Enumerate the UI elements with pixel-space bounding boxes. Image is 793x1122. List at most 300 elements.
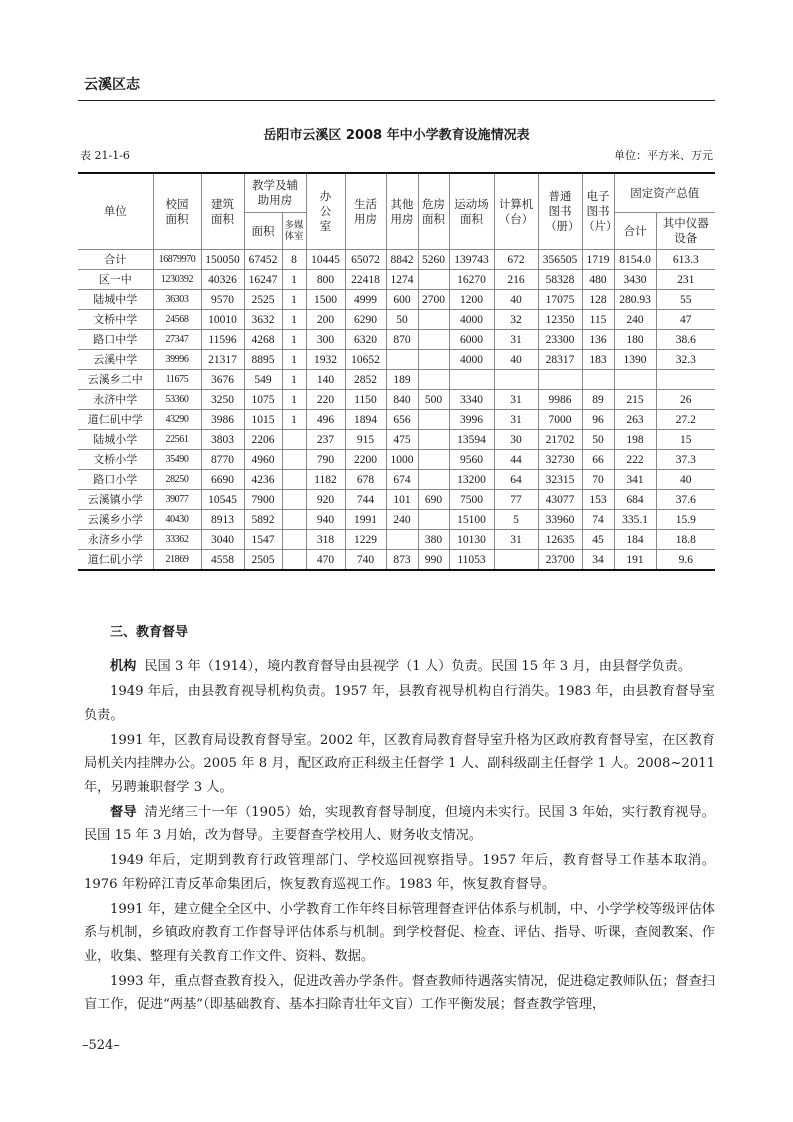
table-cell: 4558 — [201, 550, 244, 571]
table-cell: 31 — [494, 530, 538, 550]
table-cell: 28317 — [538, 350, 582, 370]
table-cell: 335.1 — [614, 510, 656, 530]
header-dangerous — [418, 173, 449, 250]
row-label: 路口小学 — [78, 470, 153, 490]
table-cell: 8770 — [201, 450, 244, 470]
table-cell: 12635 — [538, 530, 582, 550]
paragraph-lead: 机构 — [110, 659, 137, 674]
table-cell: 1500 — [306, 290, 345, 310]
header-label: 生活用房 — [354, 196, 377, 226]
row-label: 永济中学 — [78, 390, 153, 410]
table-cell — [418, 430, 449, 450]
table-cell: 1229 — [345, 530, 386, 550]
table-cell: 1 — [282, 350, 306, 370]
table-cell: 1150 — [345, 390, 386, 410]
table-cell: 11675 — [153, 370, 201, 390]
table-cell: 5 — [494, 510, 538, 530]
table-cell: 2525 — [244, 290, 282, 310]
table-row — [78, 310, 715, 330]
row-label: 云溪中学 — [78, 350, 153, 370]
table-row — [78, 350, 715, 370]
header-label: 普通图书（册） — [545, 189, 580, 233]
table-cell: 840 — [386, 390, 418, 410]
table-cell: 915 — [345, 430, 386, 450]
table-row — [78, 390, 715, 410]
table-cell: 744 — [345, 490, 386, 510]
table-cell: 31 — [494, 390, 538, 410]
table-cell: 7500 — [449, 490, 494, 510]
table-row — [78, 470, 715, 490]
table-cell: 33960 — [538, 510, 582, 530]
table-cell: 24568 — [153, 310, 201, 330]
header-label: 其他用房 — [390, 196, 414, 226]
table-cell: 183 — [582, 350, 614, 370]
table-cell: 1230392 — [153, 270, 201, 290]
header-unit: 单位 — [78, 173, 153, 250]
table-cell — [418, 310, 449, 330]
table-cell — [282, 490, 306, 510]
table-cell: 6690 — [201, 470, 244, 490]
table-row — [78, 450, 715, 470]
table-cell — [494, 550, 538, 571]
table-cell: 2206 — [244, 430, 282, 450]
row-label: 云溪乡二中 — [78, 370, 153, 390]
paragraph — [84, 655, 715, 679]
table-cell: 2852 — [345, 370, 386, 390]
header-ebooks — [582, 173, 618, 250]
paragraph-text: 1991 年，区教育局设教育督导室。2002 年，区教育局教育督导室升格为区政府教育督导室，在区教育局机关内挂牌办公。2005 年 8 月，配区政府正科级主任督学 1 人、副科级副主任督学 1 人。2008~2011 年，另聘兼职督学 3 人。 — [84, 732, 715, 795]
table-cell — [418, 510, 449, 530]
table-cell: 10445 — [306, 250, 345, 270]
table-cell: 600 — [386, 290, 418, 310]
table-cell: 40 — [494, 290, 538, 310]
table-cell: 940 — [306, 510, 345, 530]
table-cell: 280.93 — [614, 290, 656, 310]
table-cell: 1200 — [449, 290, 494, 310]
table-cell: 13200 — [449, 470, 494, 490]
row-label: 合计 — [78, 250, 153, 270]
table-cell — [282, 530, 306, 550]
table-cell: 140 — [306, 370, 345, 390]
table-cell: 43077 — [538, 490, 582, 510]
table-cell: 1 — [282, 310, 306, 330]
table-cell: 240 — [614, 310, 656, 330]
paragraph-text: 1993 年，重点督查教育投入，促进改善办学条件。督查教师待遇落实情况，促进稳定教师队伍；督查扫盲工作，促进“两基”（即基础教育、基本扫除青壮年文盲）工作平衡发展；督查教学管理， — [84, 973, 715, 1012]
table-cell: 1 — [282, 410, 306, 430]
table-cell: 150050 — [201, 250, 244, 270]
table-cell — [418, 410, 449, 430]
table-cell: 50 — [386, 310, 418, 330]
table-cell: 237 — [306, 430, 345, 450]
table-cell: 678 — [345, 470, 386, 490]
table-cell: 5260 — [418, 250, 449, 270]
table-cell: 6320 — [345, 330, 386, 350]
table-cell: 31 — [494, 330, 538, 350]
header-teaching-rooms — [244, 173, 306, 213]
row-label: 文桥中学 — [78, 310, 153, 330]
header-label: 危房面积 — [422, 196, 445, 226]
table-cell: 27.2 — [656, 410, 715, 430]
header-label: 运动场面积 — [454, 196, 489, 226]
table-cell: 656 — [386, 410, 418, 430]
table-cell: 139743 — [449, 250, 494, 270]
header-assets-equipment — [656, 213, 715, 250]
table-cell: 22418 — [345, 270, 386, 290]
table-row — [78, 330, 715, 350]
table-cell: 32 — [494, 310, 538, 330]
table-row — [78, 510, 715, 530]
table-cell: 9986 — [538, 390, 582, 410]
header-label: 电子图书（片） — [583, 189, 618, 233]
table-cell: 300 — [306, 330, 345, 350]
table-cell: 67452 — [244, 250, 282, 270]
table-cell: 34 — [582, 550, 614, 571]
table-cell: 3803 — [201, 430, 244, 450]
table-cell: 5892 — [244, 510, 282, 530]
table-cell: 47 — [656, 310, 715, 330]
table-cell: 220 — [306, 390, 345, 410]
table-cell: 1 — [282, 330, 306, 350]
table-cell: 9570 — [201, 290, 244, 310]
table-cell — [418, 470, 449, 490]
table-cell: 13594 — [449, 430, 494, 450]
table-cell: 1991 — [345, 510, 386, 530]
table-cell: 16270 — [449, 270, 494, 290]
row-label: 陆城中学 — [78, 290, 153, 310]
table-cell: 990 — [418, 550, 449, 571]
table-cell — [656, 370, 715, 390]
row-label: 云溪乡小学 — [78, 510, 153, 530]
table-cell: 1719 — [582, 250, 614, 270]
table-cell — [386, 530, 418, 550]
table-cell: 870 — [386, 330, 418, 350]
table-cell: 1075 — [244, 390, 282, 410]
table-cell: 45 — [582, 530, 614, 550]
table-cell: 341 — [614, 470, 656, 490]
table-cell: 198 — [614, 430, 656, 450]
table-cell: 216 — [494, 270, 538, 290]
table-cell: 1 — [282, 370, 306, 390]
table-cell: 3986 — [201, 410, 244, 430]
table-cell: 690 — [418, 490, 449, 510]
table-cell: 89 — [582, 390, 614, 410]
table-cell: 684 — [614, 490, 656, 510]
table-cell: 40430 — [153, 510, 201, 530]
header-label: 其中仪器设备 — [662, 216, 709, 245]
header-fixed-assets: 固定资产总值 — [614, 173, 715, 213]
table-cell: 674 — [386, 470, 418, 490]
paragraph — [84, 680, 715, 727]
table-cell: 9560 — [449, 450, 494, 470]
table-cell: 10652 — [345, 350, 386, 370]
row-label: 陆城小学 — [78, 430, 153, 450]
table-cell: 1 — [282, 390, 306, 410]
table-row — [78, 530, 715, 550]
table-cell — [494, 370, 538, 390]
header-books — [538, 173, 582, 250]
table-cell: 55 — [656, 290, 715, 310]
table-cell: 3250 — [201, 390, 244, 410]
paragraph — [84, 801, 715, 848]
table-cell: 790 — [306, 450, 345, 470]
table-cell: 115 — [582, 310, 614, 330]
paragraph-text: 民国 3 年（1914），境内教育督导由县视学（1 人）负责。民国 15 年 3 月，由县督学负责。 — [144, 659, 692, 674]
table-cell — [282, 510, 306, 530]
table-cell: 11596 — [201, 330, 244, 350]
table-cell: 4960 — [244, 450, 282, 470]
table-cell: 28250 — [153, 470, 201, 490]
table-row — [78, 430, 715, 450]
table-number: 表 21-1-6 — [80, 149, 130, 162]
paragraph-text: 1949 年后，定期到教育行政管理部门、学校巡回视察指导。1957 年后，教育督导工作基本取消。1976 年粉碎江青反革命集团后，恢复教育巡视工作。1983 年，恢复教育督导。 — [84, 853, 715, 892]
table-cell: 15.9 — [656, 510, 715, 530]
table-cell: 3430 — [614, 270, 656, 290]
section-title: 三、教育督导 — [110, 625, 189, 640]
table-cell — [449, 370, 494, 390]
table-cell: 101 — [386, 490, 418, 510]
paragraph — [84, 849, 715, 896]
table-unit: 单位：平方米、万元 — [614, 149, 713, 162]
table-cell: 184 — [614, 530, 656, 550]
table-cell: 10130 — [449, 530, 494, 550]
table-cell: 32730 — [538, 450, 582, 470]
table-cell — [418, 350, 449, 370]
book-title: 云溪区志 — [84, 77, 140, 93]
table-cell: 8895 — [244, 350, 282, 370]
table-cell: 380 — [418, 530, 449, 550]
table-cell: 153 — [582, 490, 614, 510]
paragraph — [84, 729, 715, 800]
table-cell: 32.3 — [656, 350, 715, 370]
table-row — [78, 550, 715, 571]
table-cell — [418, 370, 449, 390]
table-cell: 3340 — [449, 390, 494, 410]
table-cell: 23300 — [538, 330, 582, 350]
table-cell: 11053 — [449, 550, 494, 571]
table-cell — [582, 370, 614, 390]
table-body — [78, 250, 715, 571]
table-cell: 128 — [582, 290, 614, 310]
table-cell: 18.8 — [656, 530, 715, 550]
table-cell: 17075 — [538, 290, 582, 310]
table-cell: 40 — [494, 350, 538, 370]
table-cell: 3996 — [449, 410, 494, 430]
table-cell: 40 — [656, 470, 715, 490]
table-cell: 2700 — [418, 290, 449, 310]
table-cell: 1274 — [386, 270, 418, 290]
table-cell: 30 — [494, 430, 538, 450]
table-cell: 23700 — [538, 550, 582, 571]
table-cell: 1932 — [306, 350, 345, 370]
header-sports — [449, 173, 494, 250]
table-cell: 240 — [386, 510, 418, 530]
table-cell: 7000 — [538, 410, 582, 430]
table-cell: 43290 — [153, 410, 201, 430]
header-label: 计算机（台） — [498, 196, 534, 226]
table-cell: 740 — [345, 550, 386, 571]
table-cell: 37.6 — [656, 490, 715, 510]
row-label: 路口中学 — [78, 330, 153, 350]
table-cell: 8842 — [386, 250, 418, 270]
table-cell: 4236 — [244, 470, 282, 490]
table-cell: 21869 — [153, 550, 201, 571]
table-cell: 39996 — [153, 350, 201, 370]
table-cell: 37.3 — [656, 450, 715, 470]
table-cell: 613.3 — [656, 250, 715, 270]
row-label: 道仁矶中学 — [78, 410, 153, 430]
table-cell: 4268 — [244, 330, 282, 350]
table-cell — [282, 470, 306, 490]
table-title: 岳阳市云溪区 2008 年中小学教育设施情况表 — [263, 128, 530, 143]
table-cell: 1687997​0 — [153, 250, 201, 270]
table-row-total — [78, 250, 715, 270]
table-cell: 10010 — [201, 310, 244, 330]
header-assets-total: 合计 — [614, 213, 656, 250]
paragraph-text: 1949 年后，由县教育视导机构负责。1957 年，县教育视导机构自行消失。1983 年，由县教育督导室负责。 — [84, 684, 715, 723]
table-cell: 3632 — [244, 310, 282, 330]
table-cell — [614, 370, 656, 390]
table-cell — [538, 370, 582, 390]
table-cell: 480 — [582, 270, 614, 290]
facilities-table — [78, 172, 715, 571]
table-cell: 50 — [582, 430, 614, 450]
header-other — [386, 173, 418, 250]
table-cell: 15100 — [449, 510, 494, 530]
table-cell: 800 — [306, 270, 345, 290]
table-cell: 189 — [386, 370, 418, 390]
row-label: 永济乡小学 — [78, 530, 153, 550]
header-teaching-area: 面积 — [244, 213, 282, 250]
table-cell: 4999 — [345, 290, 386, 310]
table-cell: 200 — [306, 310, 345, 330]
table-cell: 4000 — [449, 350, 494, 370]
paragraph-text: 清光绪三十一年（1905）始，实现教育督导制度，但境内未实行。民国 3 年始，实行教育视导。民国 15 年 3 月始，改为督导。主要督查学校用人、财务收支情况。 — [84, 804, 715, 843]
table-cell: 27347 — [153, 330, 201, 350]
table-cell: 70 — [582, 470, 614, 490]
table-cell — [282, 430, 306, 450]
paragraph — [84, 898, 715, 969]
table-cell: 58328 — [538, 270, 582, 290]
table-cell: 35490 — [153, 450, 201, 470]
table-row — [78, 410, 715, 430]
table-cell: 53360 — [153, 390, 201, 410]
table-cell: 1 — [282, 270, 306, 290]
table-cell: 22561 — [153, 430, 201, 450]
header-building-area — [201, 173, 244, 250]
row-label: 云溪镇小学 — [78, 490, 153, 510]
row-label: 区一中 — [78, 270, 153, 290]
table-cell — [418, 450, 449, 470]
table-cell: 7900 — [244, 490, 282, 510]
table-cell: 1182 — [306, 470, 345, 490]
table-cell: 21317 — [201, 350, 244, 370]
table-cell: 215 — [614, 390, 656, 410]
table-cell: 136 — [582, 330, 614, 350]
table-cell — [418, 270, 449, 290]
table-cell: 672 — [494, 250, 538, 270]
header-label: 建筑面积 — [210, 196, 234, 226]
table-cell: 8 — [282, 250, 306, 270]
table-row — [78, 370, 715, 390]
table-cell: 191 — [614, 550, 656, 571]
table-cell: 549 — [244, 370, 282, 390]
page-number: –524– — [82, 1038, 120, 1053]
table-row — [78, 270, 715, 290]
table-cell — [282, 550, 306, 571]
table-cell: 96 — [582, 410, 614, 430]
table-cell: 231 — [656, 270, 715, 290]
table-cell: 2200 — [345, 450, 386, 470]
table-cell: 77 — [494, 490, 538, 510]
table-cell: 31 — [494, 410, 538, 430]
table-cell: 180 — [614, 330, 656, 350]
table-cell: 66 — [582, 450, 614, 470]
table-cell: 2505 — [244, 550, 282, 571]
table-cell: 26 — [656, 390, 715, 410]
table-cell: 1000 — [386, 450, 418, 470]
table-cell: 1390 — [614, 350, 656, 370]
row-label: 文桥小学 — [78, 450, 153, 470]
table-cell: 222 — [614, 450, 656, 470]
header-label: 校园面积 — [165, 196, 189, 226]
table-cell: 32315 — [538, 470, 582, 490]
table-cell: 39077 — [153, 490, 201, 510]
table-row — [78, 290, 715, 310]
table-cell — [418, 330, 449, 350]
table-cell: 8913 — [201, 510, 244, 530]
table-cell: 873 — [386, 550, 418, 571]
table-cell: 318 — [306, 530, 345, 550]
table-cell: 920 — [306, 490, 345, 510]
table-cell: 1547 — [244, 530, 282, 550]
table-cell: 36303 — [153, 290, 201, 310]
header-campus-area — [153, 173, 201, 250]
header-office — [306, 173, 345, 250]
table-cell: 4000 — [449, 310, 494, 330]
table-cell: 1894 — [345, 410, 386, 430]
table-cell: 3040 — [201, 530, 244, 550]
paragraph-lead: 督导 — [110, 804, 137, 820]
table-cell: 1015 — [244, 410, 282, 430]
table-cell: 10545 — [201, 490, 244, 510]
table-cell: 3676 — [201, 370, 244, 390]
table-cell: 9.6 — [656, 550, 715, 571]
table-cell — [386, 350, 418, 370]
table-cell: 65072 — [345, 250, 386, 270]
table-cell: 470 — [306, 550, 345, 571]
table-cell: 64 — [494, 470, 538, 490]
table-cell: 8154.0 — [614, 250, 656, 270]
table-cell: 475 — [386, 430, 418, 450]
table-cell — [282, 450, 306, 470]
table-cell: 38.6 — [656, 330, 715, 350]
table-cell: 16247 — [244, 270, 282, 290]
header-living — [345, 173, 386, 250]
table-cell: 500 — [418, 390, 449, 410]
paragraph — [84, 970, 715, 1017]
table-cell: 21702 — [538, 430, 582, 450]
table-cell: 33362 — [153, 530, 201, 550]
section-body — [84, 655, 715, 1018]
table-row — [78, 490, 715, 510]
table-cell: 356505 — [538, 250, 582, 270]
table-cell: 6000 — [449, 330, 494, 350]
table-cell: 6290 — [345, 310, 386, 330]
header-computers — [494, 173, 538, 250]
table-cell: 12350 — [538, 310, 582, 330]
paragraph-text: 1991 年，建立健全全区中、小学教育工作年终目标管理督查评估体系与机制，中、小学学校等级评估体系与机制，乡镇政府教育工作督导评估体系与机制。到学校督促、检查、评估、指导、听课，查阅教案、作业，收集、整理有关教育工作文件、资料、数据。 — [84, 901, 715, 964]
header-multimedia — [282, 213, 306, 250]
